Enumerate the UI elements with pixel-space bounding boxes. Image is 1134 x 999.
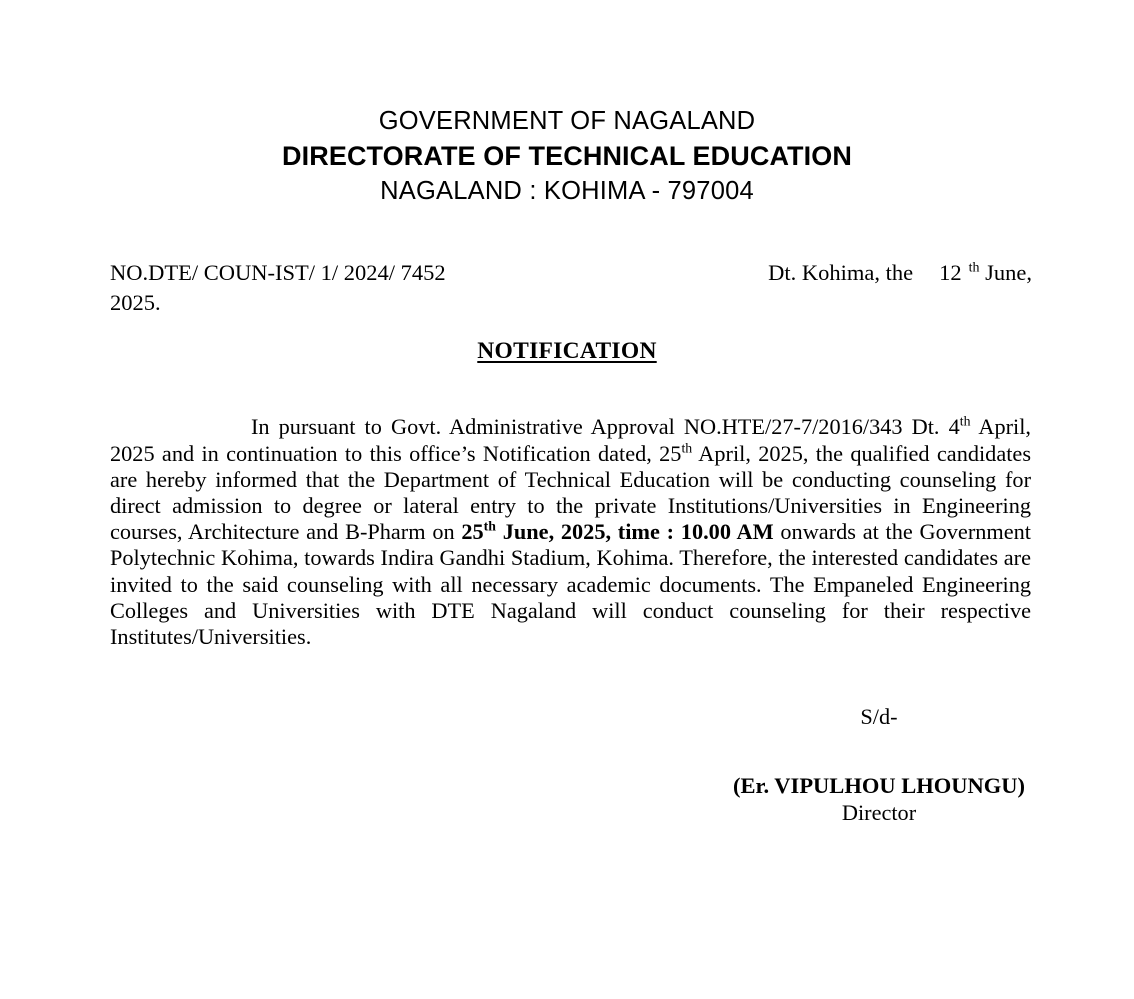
letterhead-address-line: NAGALAND : KOHIMA - 797004	[380, 177, 754, 205]
body-segment-4: onwards at the Government Polytechnic Kohima, towards Indira Gandhi Stadium, Kohima. Therefore, the interested candidates are invited to the said counseling with all necessary academic documents. The Empaneled Engineering Colleges and Universities with DTE Nagaland will conduct counseling for their respective Institutes/Universities.	[110, 519, 1031, 649]
body-bold-superscript: th	[483, 518, 496, 534]
body-bold-date-time	[461, 519, 773, 544]
reference-block	[110, 258, 1032, 318]
body-segment-3: April, 2025, the qualified candidates are hereby informed that the Department of Technical Education will be conducting counseling for direct admission to degree or lateral entry to the private Institutions/Universities in Engineering courses, Architecture and B-Pharm on	[110, 440, 1031, 545]
signed-marker: S/d-	[860, 704, 898, 729]
date-year: 2025.	[110, 290, 161, 315]
document-date	[768, 258, 1032, 288]
body-segment-1: In pursuant to Govt. Administrative Approval NO.HTE/27-7/2016/343 Dt. 4	[251, 414, 960, 440]
body-superscript-1: th	[959, 413, 971, 429]
reference-number: NO.DTE/ COUN-IST/ 1/ 2024/ 7452	[110, 260, 446, 285]
date-ordinal-suffix: th	[968, 260, 980, 276]
letterhead-government-line: GOVERNMENT OF NAGALAND	[378, 107, 756, 135]
body-bold-rest: June, 2025, time : 10.00 AM	[495, 519, 774, 545]
date-prefix: Dt. Kohima, the	[768, 260, 914, 285]
body-superscript-2: th	[681, 440, 693, 456]
date-day: 12	[939, 260, 962, 285]
letterhead	[0, 104, 1134, 208]
reference-row	[110, 258, 1032, 288]
signature-block	[724, 703, 1034, 827]
notification-title	[0, 338, 1134, 365]
date-month: June,	[985, 260, 1032, 285]
letterhead-directorate-line: DIRECTORATE OF TECHNICAL EDUCATION	[282, 141, 852, 171]
signatory-name: (Er. VIPULHOU LHOUNGU)	[733, 773, 1025, 798]
notification-title-text: NOTIFICATION	[477, 338, 657, 364]
body-bold-day: 25	[461, 519, 484, 545]
body-segment-2: April, 2025 and in continuation to this office’s Notification dated, 25	[110, 414, 1031, 466]
notification-body	[110, 414, 1031, 650]
signatory-designation: Director	[841, 800, 917, 825]
